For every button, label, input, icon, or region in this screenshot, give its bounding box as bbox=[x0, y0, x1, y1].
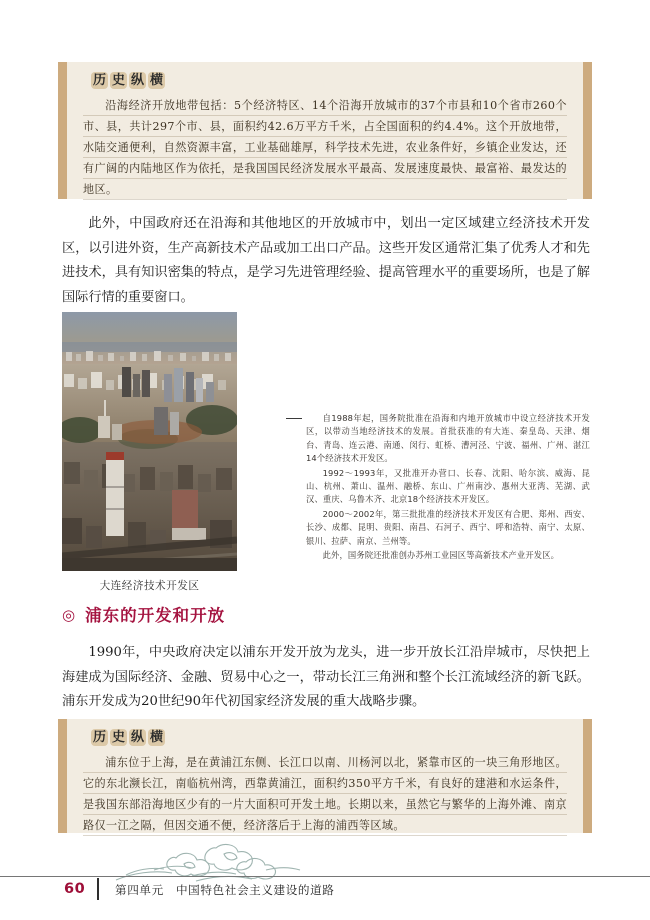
history-box-2-inner bbox=[67, 719, 583, 833]
side-note-paragraph: 2000～2002年，第三批批准的经济技术开发区有合肥、郑州、西安、长沙、成都、昆明、贵阳、南昌、石河子、西宁、呼和浩特、南宁、太原、银川、拉萨、南京、兰州等。 bbox=[306, 508, 590, 546]
history-box-1-inner bbox=[67, 62, 583, 199]
box-left-band bbox=[58, 719, 67, 833]
photo-caption: 大连经济技术开发区 bbox=[99, 580, 200, 592]
title-char: 历 bbox=[92, 730, 106, 745]
footer-rule bbox=[0, 876, 650, 877]
paragraph-1: 此外，中国政府还在沿海和其他地区的开放城市中，划出一定区域建立经济技术开发区，以引进外资，生产高新技术产品或加工出口产品。这些开发区通常汇集了优秀人才和先进技术，具有知识密集的特点，是学习先进管理经验、提高管理水平的重要场所，也是了解国际行情的重要窗口。 bbox=[62, 216, 590, 305]
title-char: 纵 bbox=[130, 730, 144, 745]
history-box-2-title bbox=[91, 729, 567, 746]
page-number: 60 bbox=[64, 881, 86, 897]
photo-dalian-development-zone bbox=[62, 312, 237, 571]
side-note-paragraph: 此外，国务院还批准创办苏州工业园区等高新技术产业开发区。 bbox=[322, 550, 560, 561]
double-circle-icon: ◎ bbox=[62, 606, 77, 624]
footer-unit-title: 第四单元 中国特色社会主义建设的道路 bbox=[115, 883, 335, 897]
side-note-paragraph: 1992～1993年，又批准开办营口、长春、沈阳、哈尔滨、威海、昆山、杭州、萧山、温州、融桥、东山、广州南沙、惠州大亚湾、芜湖、武汉、重庆、乌鲁木齐、北京18个经济技术开发区。 bbox=[306, 467, 590, 505]
aerial-city-illustration bbox=[62, 312, 237, 571]
side-note-leader-line bbox=[286, 418, 302, 419]
title-char: 横 bbox=[149, 73, 163, 88]
box-right-band bbox=[583, 719, 592, 833]
history-box-1-title bbox=[91, 72, 567, 89]
photo-image bbox=[62, 312, 237, 571]
side-note bbox=[306, 412, 590, 562]
section-heading-text: 浦东的开发和开放 bbox=[85, 606, 226, 625]
cloud-ornament-icon bbox=[96, 842, 326, 886]
title-char: 史 bbox=[111, 730, 125, 745]
title-char: 横 bbox=[149, 730, 163, 745]
history-box-2-body: 浦东位于上海，是在黄浦江东侧、长江口以南、川杨河以北，紧靠市区的一块三角形地区。它的东北濒长江，南临杭州湾，西靠黄浦江，面积约350平方千米，有良好的建港和水运条件，是我国东部沿海地区少有的一片大面积可开发土地。长期以来，虽然它与繁华的上海外滩、南京路仅一江之隔，但因交通不便，经济落后于上海的浦西等区域。 bbox=[83, 752, 567, 836]
section-heading bbox=[62, 602, 225, 626]
side-note-paragraph: 自1988年起，国务院批准在沿海和内地开放城市中设立经济技术开发区，以带动当地经济技术的发展。首批获准的有大连、秦皇岛、天津、烟台、青岛、连云港、南通、闵行、虹桥、漕河泾、宁波、福州、广州、湛江14个经济技术开发区。 bbox=[306, 413, 590, 464]
history-box-2 bbox=[58, 719, 592, 833]
box-right-band bbox=[583, 62, 592, 199]
paragraph-2: 1990年，中央政府决定以浦东开发开放为龙头，进一步开放长江沿岸城市，尽快把上海建成为国际经济、金融、贸易中心之一，带动长江三角洲和整个长江流域经济的新飞跃。浦东开发成为20世纪90年代初国家经济发展的重大战略步骤。 bbox=[62, 645, 590, 709]
title-char: 历 bbox=[92, 73, 106, 88]
history-box-1 bbox=[58, 62, 592, 199]
footer-divider bbox=[97, 878, 99, 900]
title-char: 纵 bbox=[130, 73, 144, 88]
history-box-1-body: 沿海经济开放地带包括：5个经济特区、14个沿海开放城市的37个市县和10个省市260个市、县，共计297个市、县，面积约42.6万平方千米，占全国面积的约4.4%。这个开放地带，水陆交通便利，自然资源丰富，工业基础雄厚，科学技术先进，农业条件好，乡镇企业发达，还有广阔的内陆地区作为依托，是我国国民经济发展水平最高、发展速度最快、最富裕、最发达的地区。 bbox=[83, 95, 567, 200]
title-char: 史 bbox=[111, 73, 125, 88]
box-left-band bbox=[58, 62, 67, 199]
